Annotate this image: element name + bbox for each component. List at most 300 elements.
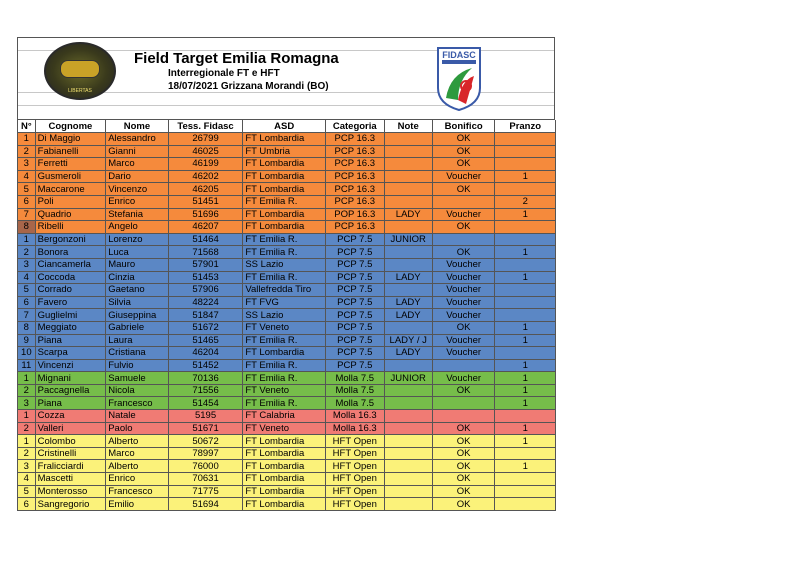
cell-bonifico: Voucher: [432, 170, 495, 183]
cell-asd: FT Emilia R.: [243, 271, 326, 284]
cell-bonifico: Voucher: [432, 334, 495, 347]
cell-cognome: Ribelli: [35, 221, 106, 234]
col-header-tess: Tess. Fidasc: [168, 120, 243, 133]
cell-nome: Paolo: [106, 422, 169, 435]
cell-categoria: PCP 16.3: [326, 133, 384, 146]
cell-bonifico: OK: [432, 158, 495, 171]
cell-tessera: 51847: [168, 309, 243, 322]
cell-nome: Fulvio: [106, 359, 169, 372]
table-row: [18, 485, 556, 498]
table-row: [18, 183, 556, 196]
cell-asd: SS Lazio: [243, 258, 326, 271]
cell-number: 11: [18, 359, 35, 372]
cell-bonifico: OK: [432, 447, 495, 460]
cell-tessera: 71556: [168, 384, 243, 397]
cell-tessera: 57901: [168, 258, 243, 271]
cell-categoria: PCP 7.5: [326, 233, 384, 246]
cell-cognome: Ferretti: [35, 158, 106, 171]
cell-asd: FT Lombardia: [243, 158, 326, 171]
cell-categoria: PCP 7.5: [326, 321, 384, 334]
cell-number: 4: [18, 170, 35, 183]
cell-note: [384, 384, 432, 397]
cell-note: [384, 258, 432, 271]
cell-nome: Silvia: [106, 296, 169, 309]
cell-cognome: Monterosso: [35, 485, 106, 498]
table-body: [18, 133, 556, 511]
cell-number: 4: [18, 271, 35, 284]
cell-nome: Francesco: [106, 485, 169, 498]
cell-number: 6: [18, 195, 35, 208]
cell-bonifico: [432, 359, 495, 372]
cell-number: 3: [18, 460, 35, 473]
cell-categoria: PCP 7.5: [326, 347, 384, 360]
cell-asd: FT Lombardia: [243, 498, 326, 511]
cell-nome: Angelo: [106, 221, 169, 234]
cell-bonifico: Voucher: [432, 271, 495, 284]
event-subtitle: Interregionale FT e HFT: [168, 68, 280, 79]
cell-pranzo: 1: [495, 435, 556, 448]
cell-cognome: Paccagnella: [35, 384, 106, 397]
cell-categoria: HFT Open: [326, 447, 384, 460]
cell-bonifico: OK: [432, 485, 495, 498]
cell-pranzo: [495, 221, 556, 234]
cell-categoria: HFT Open: [326, 498, 384, 511]
cell-tessera: 71775: [168, 485, 243, 498]
cell-note: [384, 246, 432, 259]
fidasc-logo-text: FIDASC: [442, 50, 476, 60]
cell-number: 10: [18, 347, 35, 360]
cell-tessera: 46199: [168, 158, 243, 171]
cell-asd: FT Lombardia: [243, 347, 326, 360]
cell-number: 1: [18, 372, 35, 385]
cell-cognome: Quadrio: [35, 208, 106, 221]
cell-note: [384, 447, 432, 460]
cell-number: 1: [18, 233, 35, 246]
cell-pranzo: 1: [495, 359, 556, 372]
table-row: [18, 284, 556, 297]
cell-cognome: Corrado: [35, 284, 106, 297]
cell-tessera: 70136: [168, 372, 243, 385]
cell-categoria: PCP 7.5: [326, 334, 384, 347]
cell-pranzo: [495, 410, 556, 423]
cell-nome: Cristiana: [106, 347, 169, 360]
cell-categoria: PCP 7.5: [326, 284, 384, 297]
cell-pranzo: [495, 258, 556, 271]
cell-bonifico: Voucher: [432, 284, 495, 297]
table-row: [18, 334, 556, 347]
table-row: [18, 397, 556, 410]
cell-pranzo: [495, 473, 556, 486]
cell-number: 2: [18, 384, 35, 397]
cell-asd: FT Veneto: [243, 422, 326, 435]
cell-note: LADY: [384, 309, 432, 322]
cell-note: [384, 435, 432, 448]
table-row: [18, 208, 556, 221]
cell-bonifico: Voucher: [432, 372, 495, 385]
cell-asd: FT Lombardia: [243, 485, 326, 498]
col-header-asd: ASD: [243, 120, 326, 133]
cell-tessera: 48224: [168, 296, 243, 309]
cell-tessera: 76000: [168, 460, 243, 473]
cell-asd: FT Emilia R.: [243, 359, 326, 372]
cell-asd: Vallefredda Tiro: [243, 284, 326, 297]
cell-bonifico: Voucher: [432, 347, 495, 360]
cell-number: 3: [18, 258, 35, 271]
table-row: [18, 246, 556, 259]
cell-pranzo: [495, 498, 556, 511]
table-row: [18, 321, 556, 334]
col-header-n: N°: [18, 120, 35, 133]
cell-note: [384, 321, 432, 334]
cell-number: 2: [18, 145, 35, 158]
cell-pranzo: 1: [495, 170, 556, 183]
cell-note: [384, 183, 432, 196]
cell-tessera: 46204: [168, 347, 243, 360]
cell-categoria: PCP 7.5: [326, 258, 384, 271]
cell-bonifico: OK: [432, 435, 495, 448]
cell-note: LADY / J: [384, 334, 432, 347]
cell-categoria: PCP 16.3: [326, 221, 384, 234]
cell-categoria: HFT Open: [326, 435, 384, 448]
table-row: [18, 435, 556, 448]
cell-categoria: PCP 7.5: [326, 246, 384, 259]
cell-tessera: 26799: [168, 133, 243, 146]
cell-number: 3: [18, 397, 35, 410]
cell-note: JUNIOR: [384, 372, 432, 385]
cell-categoria: Molla 7.5: [326, 372, 384, 385]
cell-nome: Alessandro: [106, 133, 169, 146]
event-date-place: 18/07/2021 Grizzana Morandi (BO): [168, 81, 329, 92]
cell-asd: SS Lazio: [243, 309, 326, 322]
cell-cognome: Fralicciardi: [35, 460, 106, 473]
cell-categoria: PCP 16.3: [326, 145, 384, 158]
cell-categoria: POP 16.3: [326, 208, 384, 221]
cell-number: 1: [18, 133, 35, 146]
cell-pranzo: [495, 447, 556, 460]
cell-number: 6: [18, 296, 35, 309]
table-row: [18, 447, 556, 460]
cell-nome: Francesco: [106, 397, 169, 410]
cell-pranzo: [495, 183, 556, 196]
table-row: [18, 145, 556, 158]
cell-cognome: Vincenzi: [35, 359, 106, 372]
cell-pranzo: [495, 296, 556, 309]
cell-number: 2: [18, 246, 35, 259]
cell-cognome: Bergonzoni: [35, 233, 106, 246]
cell-note: LADY: [384, 296, 432, 309]
cell-asd: FT Emilia R.: [243, 233, 326, 246]
cell-nome: Nicola: [106, 384, 169, 397]
col-header-note: Note: [384, 120, 432, 133]
cell-tessera: 46205: [168, 183, 243, 196]
cell-nome: Giuseppina: [106, 309, 169, 322]
cell-note: [384, 170, 432, 183]
cell-tessera: 46025: [168, 145, 243, 158]
cell-nome: Samuele: [106, 372, 169, 385]
cell-bonifico: OK: [432, 221, 495, 234]
cell-cognome: Guglielmi: [35, 309, 106, 322]
cell-asd: FT Emilia R.: [243, 195, 326, 208]
cell-nome: Alberto: [106, 435, 169, 448]
cell-cognome: Di Maggio: [35, 133, 106, 146]
cell-asd: FT Lombardia: [243, 221, 326, 234]
cell-categoria: PCP 7.5: [326, 296, 384, 309]
cell-nome: Lorenzo: [106, 233, 169, 246]
cell-tessera: 51453: [168, 271, 243, 284]
cell-categoria: PCP 16.3: [326, 158, 384, 171]
cell-bonifico: [432, 195, 495, 208]
cell-tessera: 70631: [168, 473, 243, 486]
cell-tessera: 46202: [168, 170, 243, 183]
cell-asd: FT Lombardia: [243, 183, 326, 196]
cell-asd: FT Lombardia: [243, 435, 326, 448]
cell-pranzo: 1: [495, 271, 556, 284]
cell-asd: FT Veneto: [243, 384, 326, 397]
table-row: [18, 133, 556, 146]
col-header-bonifico: Bonifico: [432, 120, 495, 133]
cell-bonifico: OK: [432, 133, 495, 146]
cell-categoria: HFT Open: [326, 460, 384, 473]
cell-note: [384, 460, 432, 473]
cell-number: 8: [18, 321, 35, 334]
cell-asd: FT Lombardia: [243, 133, 326, 146]
cell-categoria: PCP 7.5: [326, 309, 384, 322]
cell-note: [384, 359, 432, 372]
cell-cognome: Mascetti: [35, 473, 106, 486]
cell-tessera: 71568: [168, 246, 243, 259]
cell-tessera: 51696: [168, 208, 243, 221]
table-row: [18, 410, 556, 423]
cell-cognome: Poli: [35, 195, 106, 208]
cell-note: [384, 284, 432, 297]
page-title: Field Target Emilia Romagna: [134, 50, 339, 67]
cell-cognome: Piana: [35, 334, 106, 347]
cell-nome: Cinzia: [106, 271, 169, 284]
cell-pranzo: 1: [495, 321, 556, 334]
cell-categoria: Molla 16.3: [326, 422, 384, 435]
cell-bonifico: OK: [432, 473, 495, 486]
cell-nome: Marco: [106, 447, 169, 460]
cell-bonifico: Voucher: [432, 309, 495, 322]
cell-cognome: Cristinelli: [35, 447, 106, 460]
cell-note: LADY: [384, 271, 432, 284]
cell-number: 6: [18, 498, 35, 511]
spreadsheet: [17, 37, 555, 511]
cell-categoria: PCP 16.3: [326, 170, 384, 183]
cell-asd: FT Lombardia: [243, 447, 326, 460]
cell-cognome: Cozza: [35, 410, 106, 423]
cell-tessera: 5195: [168, 410, 243, 423]
table-row: [18, 309, 556, 322]
cell-tessera: 51694: [168, 498, 243, 511]
cell-number: 2: [18, 422, 35, 435]
cell-pranzo: 1: [495, 208, 556, 221]
cell-number: 2: [18, 447, 35, 460]
col-header-pranzo: Pranzo: [495, 120, 556, 133]
cell-asd: FT Veneto: [243, 321, 326, 334]
cell-asd: FT FVG: [243, 296, 326, 309]
cell-pranzo: 1: [495, 422, 556, 435]
cell-cognome: Valleri: [35, 422, 106, 435]
table-row: [18, 158, 556, 171]
cell-pranzo: 1: [495, 334, 556, 347]
table-row: [18, 233, 556, 246]
col-header-nome: Nome: [106, 120, 169, 133]
cell-note: [384, 397, 432, 410]
cell-nome: Stefania: [106, 208, 169, 221]
cell-nome: Enrico: [106, 195, 169, 208]
cell-categoria: PCP 16.3: [326, 195, 384, 208]
cell-categoria: PCP 16.3: [326, 183, 384, 196]
cell-categoria: HFT Open: [326, 485, 384, 498]
cell-bonifico: OK: [432, 246, 495, 259]
cell-asd: FT Emilia R.: [243, 334, 326, 347]
cell-bonifico: Voucher: [432, 296, 495, 309]
cell-pranzo: 1: [495, 372, 556, 385]
cell-tessera: 51452: [168, 359, 243, 372]
cell-nome: Gabriele: [106, 321, 169, 334]
cell-asd: FT Calabria: [243, 410, 326, 423]
cell-asd: FT Lombardia: [243, 208, 326, 221]
table-row: [18, 359, 556, 372]
col-header-cognome: Cognome: [35, 120, 106, 133]
cell-asd: FT Lombardia: [243, 473, 326, 486]
cell-categoria: PCP 7.5: [326, 359, 384, 372]
cell-bonifico: OK: [432, 145, 495, 158]
club-logo: [44, 42, 116, 100]
cell-number: 9: [18, 334, 35, 347]
cell-tessera: 51465: [168, 334, 243, 347]
cell-categoria: Molla 7.5: [326, 384, 384, 397]
sheet-header: [18, 38, 555, 120]
cell-asd: FT Emilia R.: [243, 397, 326, 410]
fidasc-logo: [436, 46, 482, 112]
cell-cognome: Gusmeroli: [35, 170, 106, 183]
cell-note: LADY: [384, 347, 432, 360]
cell-note: LADY: [384, 208, 432, 221]
table-row: [18, 170, 556, 183]
cell-bonifico: Voucher: [432, 258, 495, 271]
cell-cognome: Sangregorio: [35, 498, 106, 511]
cell-bonifico: [432, 410, 495, 423]
cell-tessera: 51454: [168, 397, 243, 410]
cell-bonifico: OK: [432, 183, 495, 196]
cell-pranzo: [495, 284, 556, 297]
cell-cognome: Maccarone: [35, 183, 106, 196]
cell-asd: FT Emilia R.: [243, 246, 326, 259]
cell-asd: FT Lombardia: [243, 170, 326, 183]
cell-number: 1: [18, 410, 35, 423]
cell-note: [384, 410, 432, 423]
cell-nome: Natale: [106, 410, 169, 423]
cell-pranzo: [495, 145, 556, 158]
table-row: [18, 498, 556, 511]
cell-tessera: 50672: [168, 435, 243, 448]
cell-tessera: 51672: [168, 321, 243, 334]
table-row: [18, 473, 556, 486]
cell-pranzo: [495, 133, 556, 146]
cell-number: 7: [18, 309, 35, 322]
cell-cognome: Ciancamerla: [35, 258, 106, 271]
table-header: [18, 120, 556, 133]
table-row: [18, 296, 556, 309]
table-row: [18, 221, 556, 234]
cell-nome: Gianni: [106, 145, 169, 158]
cell-pranzo: [495, 309, 556, 322]
cell-number: 3: [18, 158, 35, 171]
cell-categoria: HFT Open: [326, 473, 384, 486]
cell-tessera: 46207: [168, 221, 243, 234]
cell-asd: FT Umbria: [243, 145, 326, 158]
cell-cognome: Mignani: [35, 372, 106, 385]
cell-nome: Mauro: [106, 258, 169, 271]
cell-note: [384, 158, 432, 171]
cell-number: 7: [18, 208, 35, 221]
table-row: [18, 384, 556, 397]
cell-tessera: 51671: [168, 422, 243, 435]
cell-categoria: PCP 7.5: [326, 271, 384, 284]
cell-cognome: Fabianelli: [35, 145, 106, 158]
cell-note: JUNIOR: [384, 233, 432, 246]
cell-note: [384, 145, 432, 158]
cell-cognome: Colombo: [35, 435, 106, 448]
cell-tessera: 51451: [168, 195, 243, 208]
cell-pranzo: 1: [495, 246, 556, 259]
cell-number: 5: [18, 284, 35, 297]
cell-pranzo: 1: [495, 460, 556, 473]
cell-categoria: Molla 16.3: [326, 410, 384, 423]
table-row: [18, 271, 556, 284]
logo-text: LIBERTAS: [68, 88, 92, 94]
cell-cognome: Piana: [35, 397, 106, 410]
cell-nome: Enrico: [106, 473, 169, 486]
cell-cognome: Favero: [35, 296, 106, 309]
registrations-table: [18, 120, 556, 511]
cell-nome: Gaetano: [106, 284, 169, 297]
cell-asd: FT Emilia R.: [243, 372, 326, 385]
cell-asd: FT Lombardia: [243, 460, 326, 473]
cell-nome: Emilio: [106, 498, 169, 511]
cell-note: [384, 473, 432, 486]
cell-cognome: Scarpa: [35, 347, 106, 360]
cell-note: [384, 221, 432, 234]
cell-number: 1: [18, 435, 35, 448]
cell-categoria: Molla 7.5: [326, 397, 384, 410]
cell-nome: Alberto: [106, 460, 169, 473]
cell-nome: Dario: [106, 170, 169, 183]
cell-number: 4: [18, 473, 35, 486]
cell-number: 5: [18, 485, 35, 498]
table-row: [18, 195, 556, 208]
cell-note: [384, 485, 432, 498]
cell-bonifico: [432, 397, 495, 410]
cell-cognome: Meggiato: [35, 321, 106, 334]
cell-tessera: 57906: [168, 284, 243, 297]
cell-bonifico: [432, 233, 495, 246]
cell-cognome: Coccoda: [35, 271, 106, 284]
cell-note: [384, 498, 432, 511]
cell-pranzo: [495, 233, 556, 246]
cell-nome: Laura: [106, 334, 169, 347]
table-row: [18, 258, 556, 271]
table-row: [18, 347, 556, 360]
table-row: [18, 460, 556, 473]
cell-bonifico: OK: [432, 422, 495, 435]
cell-bonifico: OK: [432, 321, 495, 334]
cell-pranzo: 1: [495, 397, 556, 410]
cell-note: [384, 422, 432, 435]
logo-badge: [60, 60, 100, 78]
